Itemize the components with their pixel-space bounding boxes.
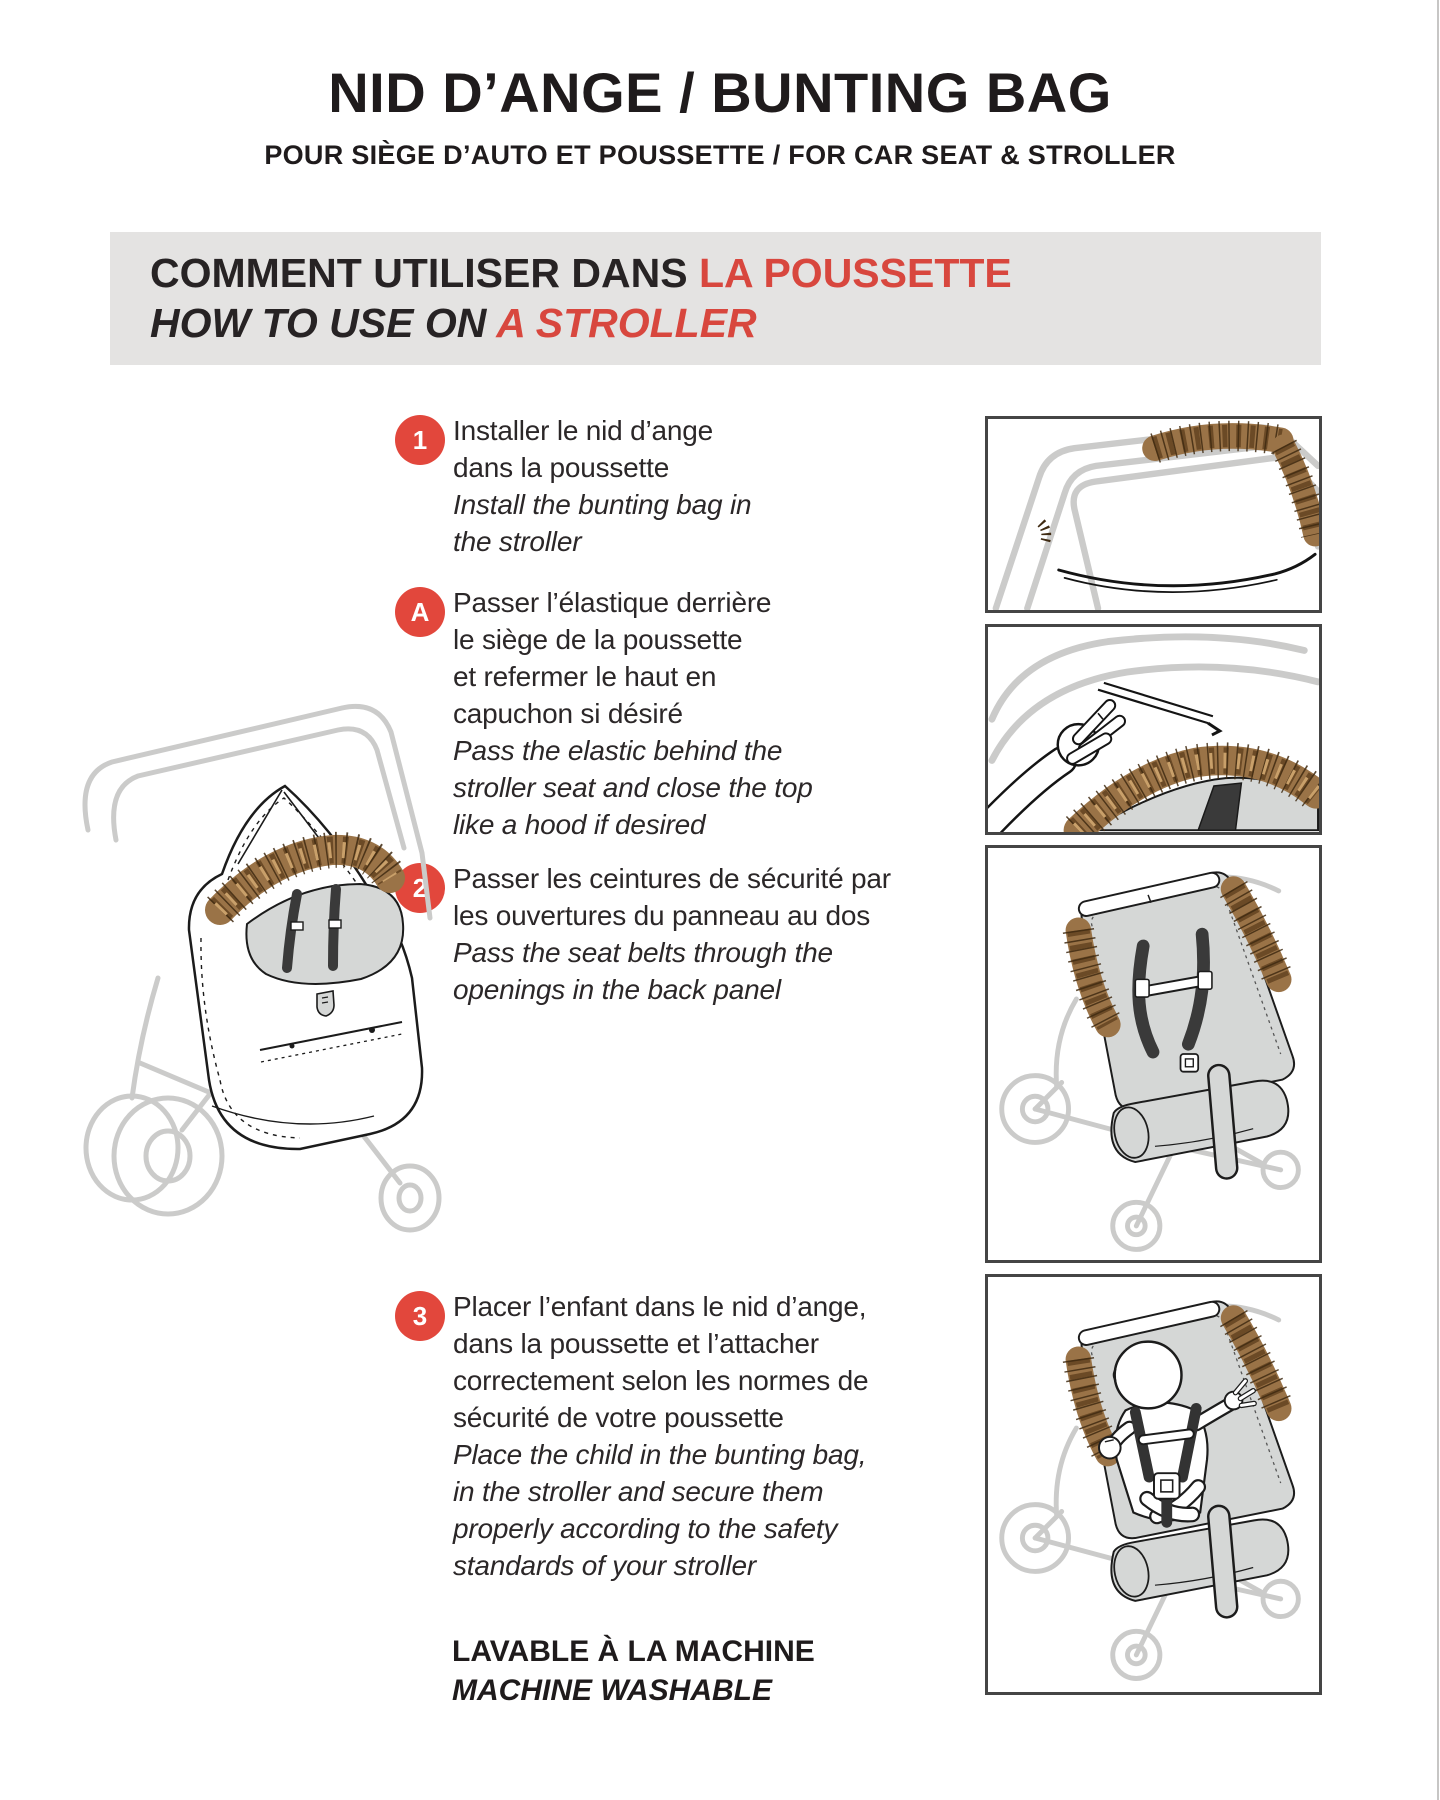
elastic-edge [1059,554,1315,592]
banner-fr-black: COMMENT UTILISER DANS [150,250,699,296]
step-1-french: Installer le nid d’ange dans la poussette [453,415,714,483]
figure-step-a [985,624,1322,835]
washing-instructions [452,1632,815,1710]
figure-step-1 [985,416,1322,613]
step-1-text [453,412,751,560]
step-3-english: Place the child in the bunting bag, in the stroller and secure them properly according to the safety standards of your stroller [453,1439,867,1581]
step-3 [395,1288,868,1584]
banner-fr-red: LA POUSSETTE [698,250,1012,296]
step-3-text [453,1288,868,1584]
page-title: NID D’ANGE / BUNTING BAG [328,61,1112,124]
step-a-english: Pass the elastic behind the stroller seat and close the top like a hood if desired [453,735,813,840]
figure-step-2 [985,845,1322,1263]
section-banner [110,232,1321,365]
banner-line-french [150,248,1321,298]
stroller-bunting-bag-illustration [70,678,470,1300]
step-2-badge: 2 [395,863,445,913]
banner-en-red: A STROLLER [496,300,757,346]
step-3-french: Placer l’enfant dans le nid d’ange, dans la poussette et l’attacher correctement selon les normes de sécurité de votre poussette [453,1291,869,1433]
step-1 [395,412,751,560]
step-a-text [453,584,813,843]
logo-shield [317,991,334,1016]
washing-instructions-french: LAVABLE À LA MACHINE [452,1635,815,1668]
page-edge-line [1437,0,1439,1800]
figure-step-3 [985,1274,1322,1695]
step-a-french: Passer l’élastique derrière le siège de la poussette et refermer le haut en capuchon si désiré [453,587,772,729]
step-1-english: Install the bunting bag in the stroller [453,489,752,557]
step-a-badge: A [395,587,445,637]
step-1-badge: 1 [395,415,445,465]
page-subtitle: POUR SIÈGE D’AUTO ET POUSSETTE / FOR CAR SEAT & STROLLER [264,140,1176,170]
step-2-english: Pass the seat belts through the openings in the back panel [453,937,833,1005]
banner-line-english [150,298,1321,348]
step-3-badge: 3 [395,1291,445,1341]
banner-en-black: HOW TO USE ON [150,300,497,346]
washing-instructions-english: MACHINE WASHABLE [452,1674,772,1707]
step-2-text [453,860,891,1008]
step-2-french: Passer les ceintures de sécurité par les ouvertures du panneau au dos [453,863,891,931]
